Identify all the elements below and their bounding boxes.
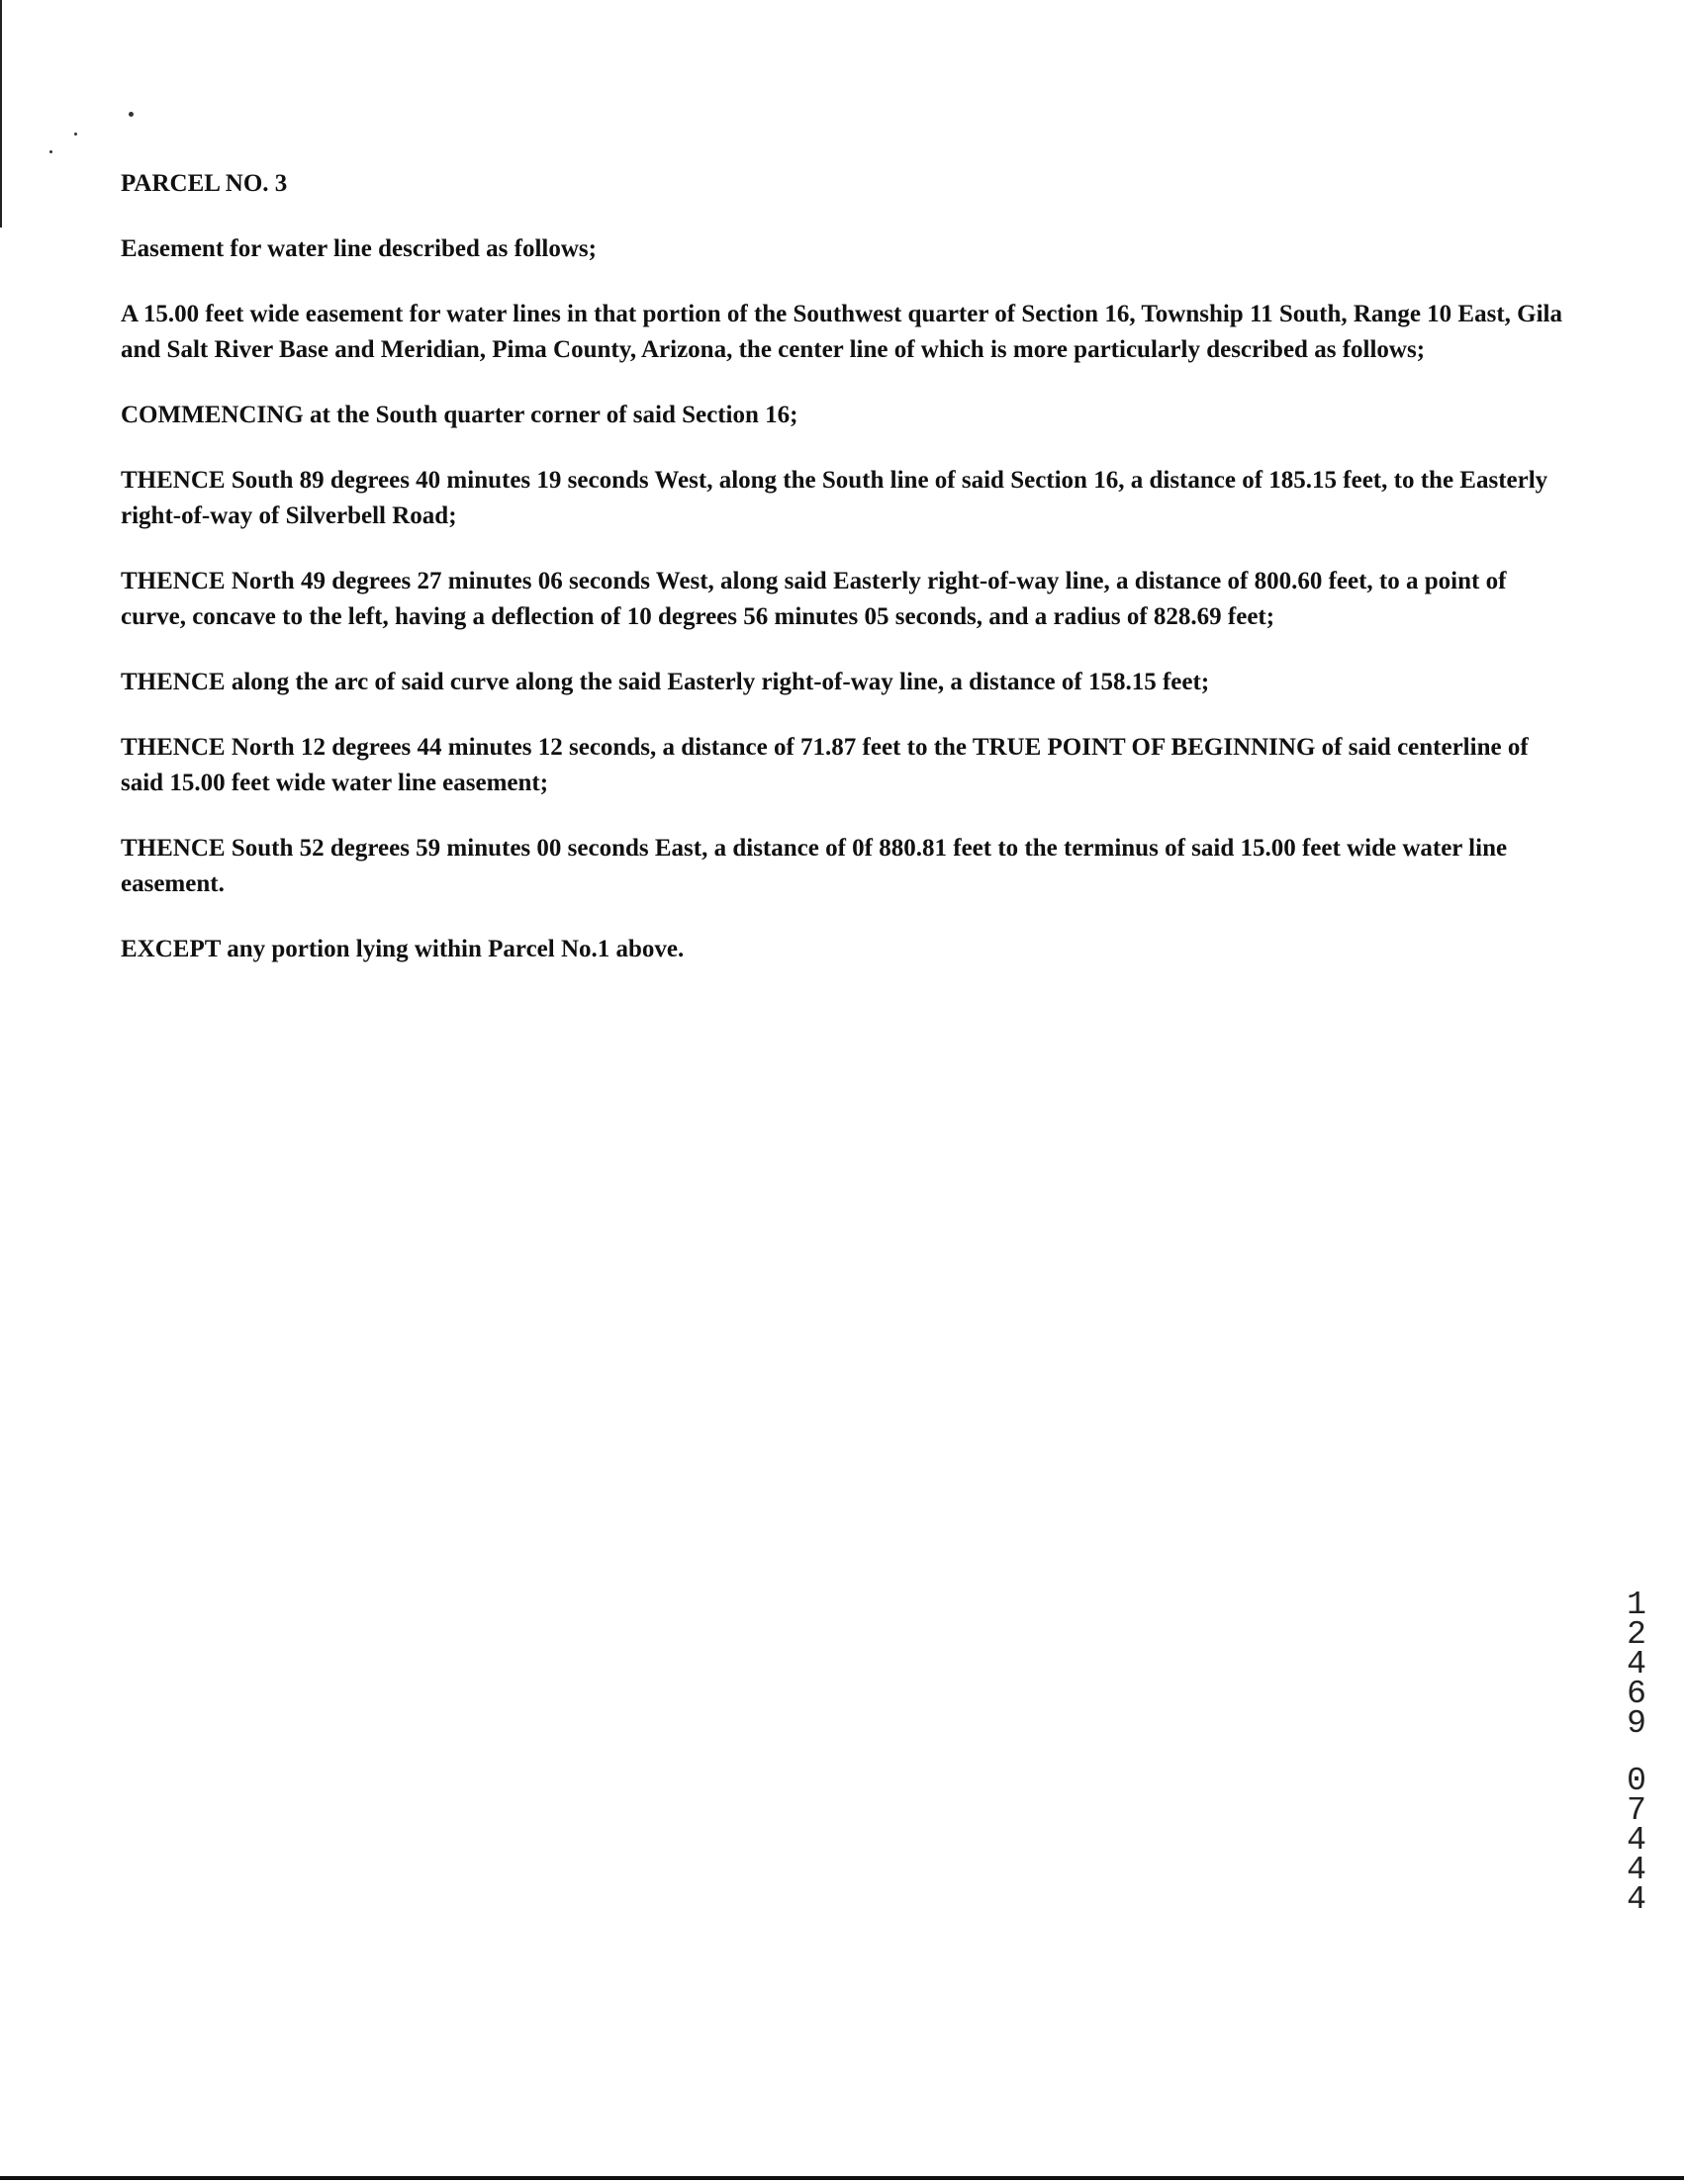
scan-speck: [49, 150, 52, 153]
scan-speck: [74, 133, 77, 136]
paragraph-intro: Easement for water line described as follows;: [121, 235, 597, 262]
stamp-digit: 1: [1627, 1587, 1646, 1623]
paragraph-thence-4: THENCE North 12 degrees 44 minutes 12 seconds, a distance of 71.87 feet to the TRUE POINT OF BEGINNING of said centerline of said 15.00 feet wide water line easement;: [121, 734, 1529, 796]
paragraph-easement-description: A 15.00 feet wide easement for water lines in that portion of the Southwest quarter of Section 16, Township 11 South, Range 10 East, Gila and Salt River Base and Meridian, Pima County, Arizona, the center line of which is more particularly described as follows;: [121, 301, 1562, 363]
paragraph-thence-1: THENCE South 89 degrees 40 minutes 19 seconds West, along the South line of said Section 16, a distance of 185.15 feet, to the Easterly right-of-way of Silverbell Road;: [121, 467, 1548, 529]
stamp-digit: 9: [1627, 1705, 1646, 1742]
stamp-digit: 4: [1627, 1881, 1646, 1918]
stamp-digit: 6: [1627, 1676, 1646, 1712]
page-left-edge: [0, 0, 2, 228]
paragraph-thence-5: THENCE South 52 degrees 59 minutes 00 seconds East, a distance of 0f 880.81 feet to the terminus of said 15.00 feet wide water line easement.: [121, 835, 1508, 897]
recording-stamp-number: [1619, 1587, 1654, 1918]
scan-speck: [129, 112, 134, 117]
document-body: [121, 166, 1573, 997]
page-bottom-edge: [0, 2176, 1684, 2180]
stamp-digit: 4: [1627, 1852, 1646, 1888]
stamp-digit: 2: [1627, 1616, 1646, 1653]
stamp-digit: 4: [1627, 1646, 1646, 1683]
parcel-heading: PARCEL NO. 3: [121, 170, 288, 197]
paragraph-except: EXCEPT any portion lying within Parcel No.1 above.: [121, 936, 685, 962]
paragraph-commencing: COMMENCING at the South quarter corner of said Section 16;: [121, 402, 798, 428]
paragraph-thence-2: THENCE North 49 degrees 27 minutes 06 seconds West, along said Easterly right-of-way line, a distance of 800.60 feet, to a point of curve, concave to the left, having a deflection of 10 degrees 56 minutes 05 seconds, and a radius of 828.69 feet;: [121, 568, 1507, 630]
stamp-digit: 4: [1627, 1822, 1646, 1859]
paragraph-thence-3: THENCE along the arc of said curve along the said Easterly right-of-way line, a distance of 158.15 feet;: [121, 669, 1210, 695]
stamp-digit: 0: [1627, 1763, 1646, 1799]
stamp-digit: 7: [1627, 1792, 1646, 1829]
